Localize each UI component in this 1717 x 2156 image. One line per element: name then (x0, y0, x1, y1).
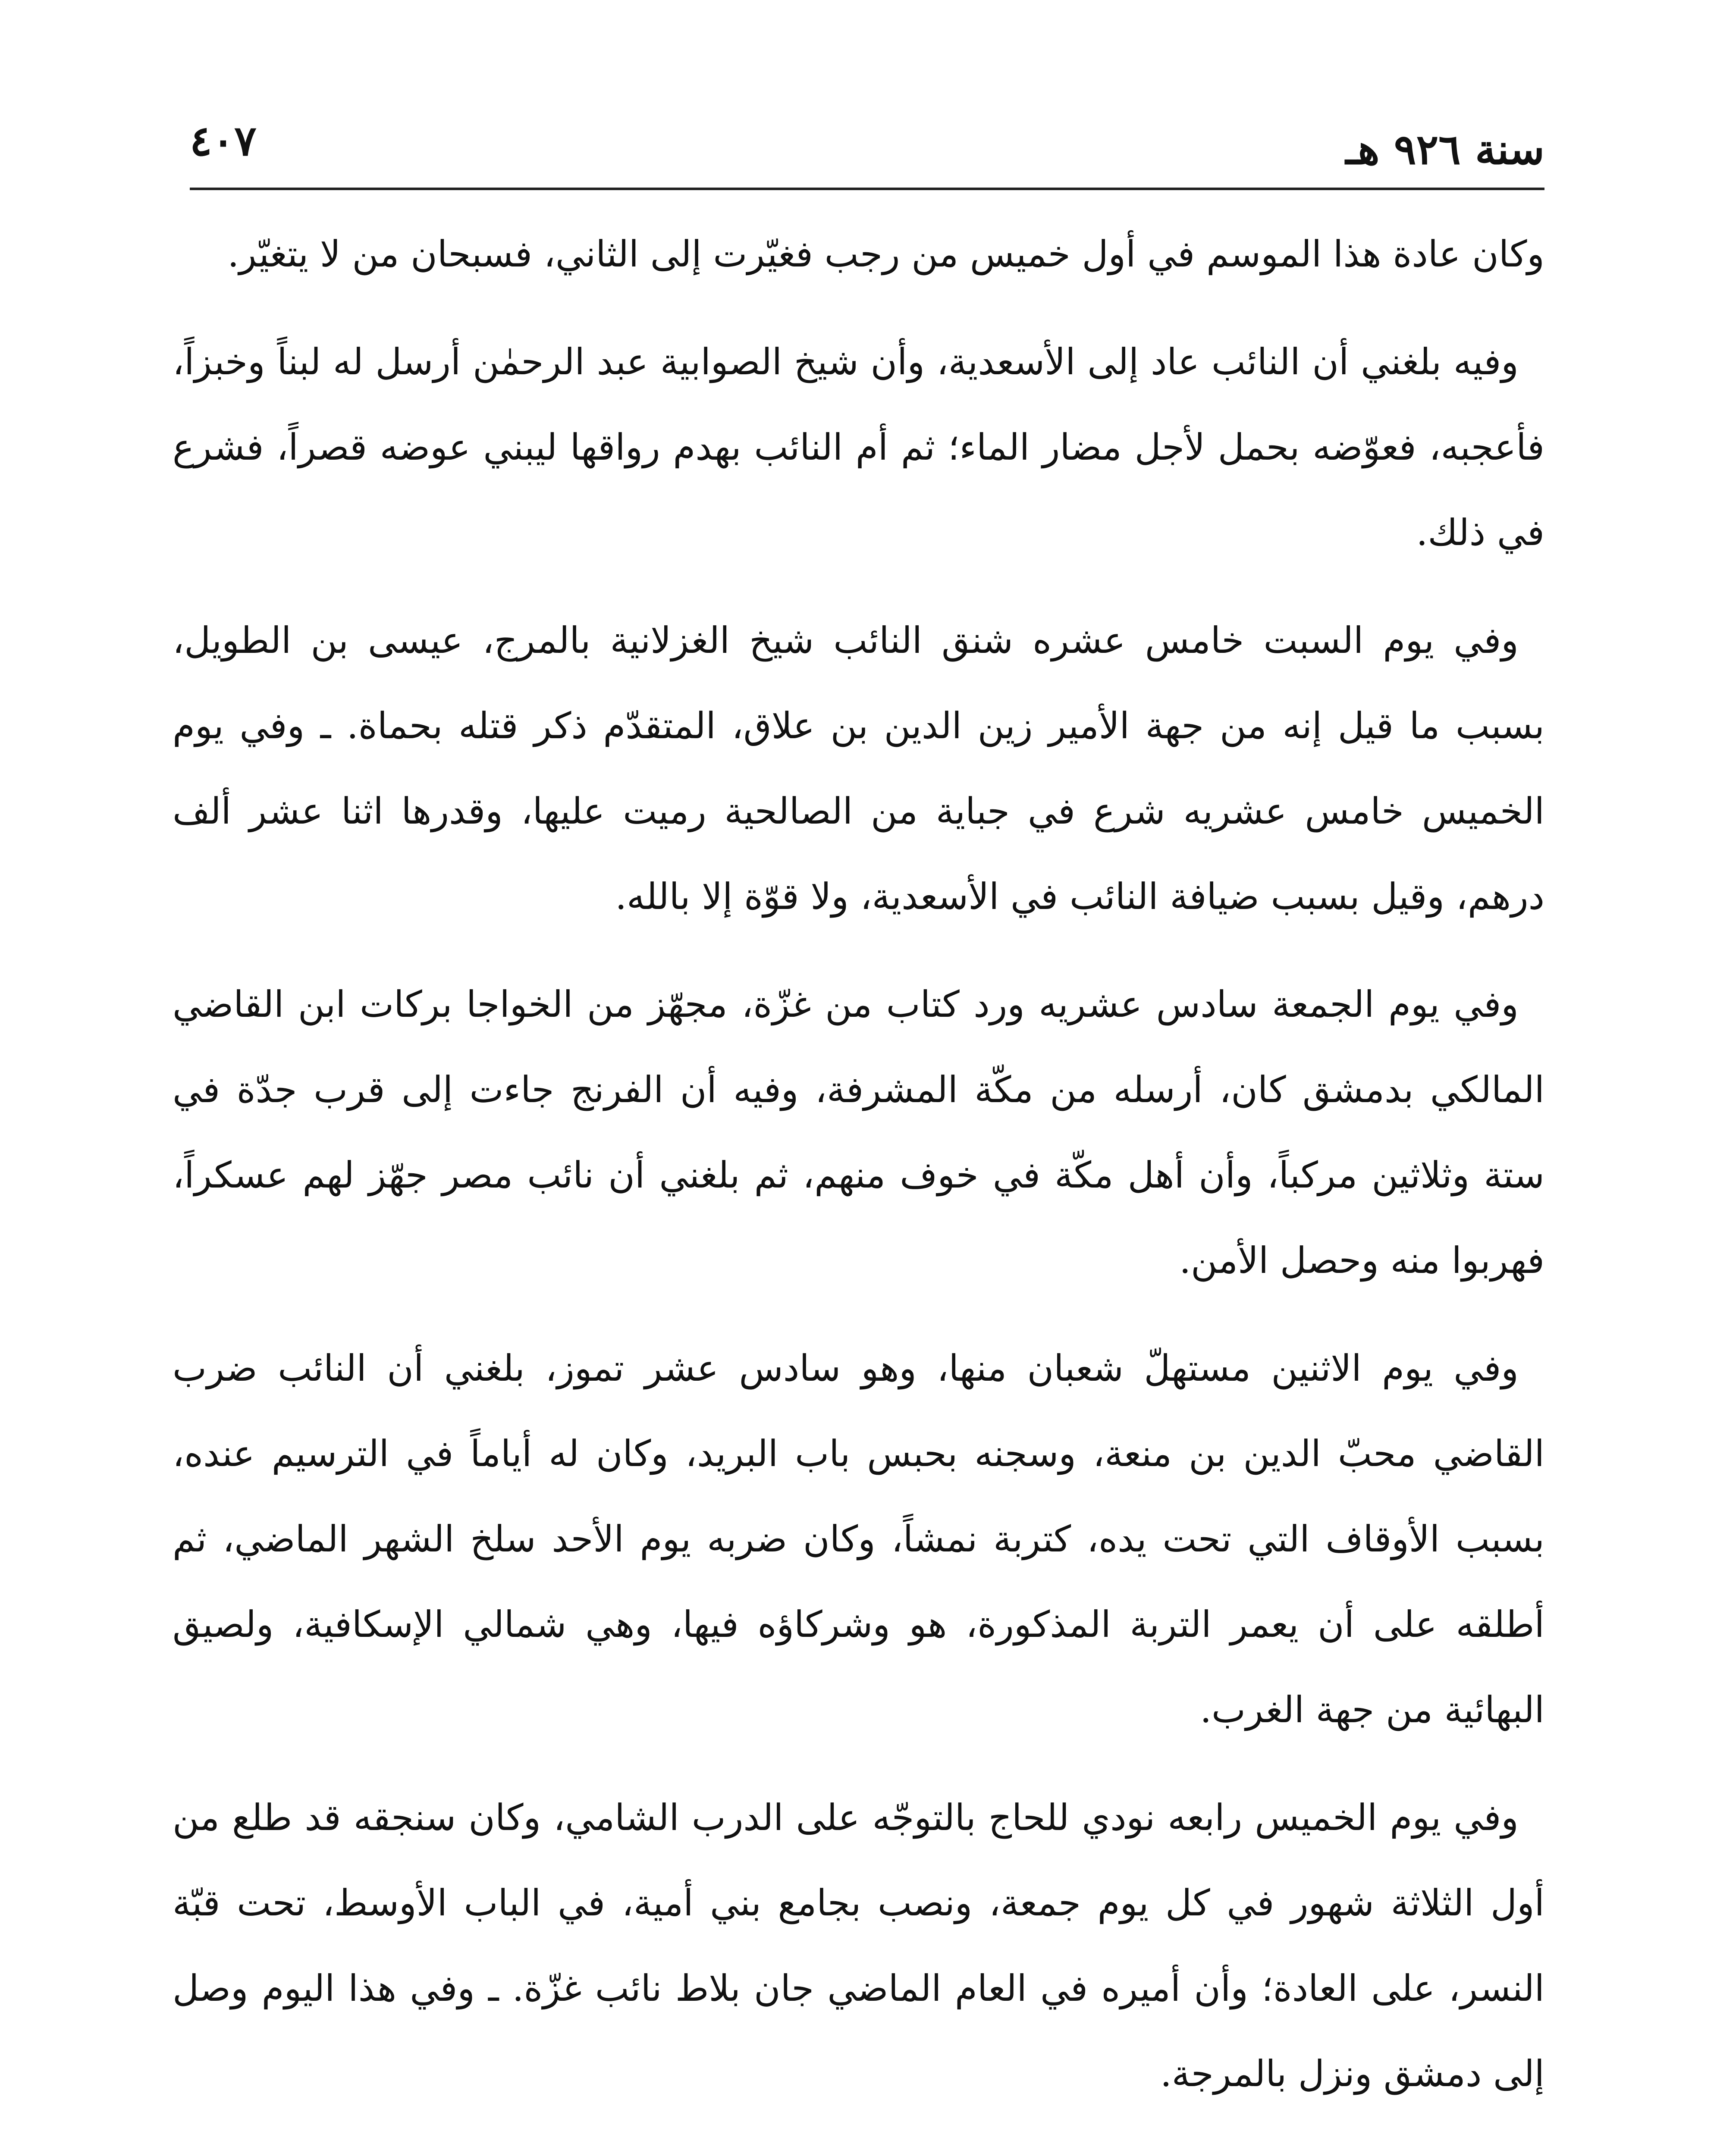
body-text (173, 211, 1544, 2156)
running-head (190, 116, 1544, 185)
page-number: ٤٠٧ (190, 116, 257, 165)
paragraph: وفي يوم الاثنين مستهلّ شعبان منها، وهو سادس عشر تموز، بلغني أن النائب ضرب القاضي محبّ الدين بن منعة، وسجنه بحبس باب البريد، وكان له أياماً في الترسيم عنده، بسبب الأوقاف التي تحت يده، كتربة نمشاً، وكان ضربه يوم الأحد سلخ الشهر الماضي، ثم أطلقه على أن يعمر التربة المذكورة، هو وشركاؤه فيها، وهي شمالي الإسكافية، ولصيق البهائية من جهة الغرب. (173, 1347, 1544, 1731)
paragraph: وفي يوم السبت خامس عشره شنق النائب شيخ الغزلانية بالمرج، عيسى بن الطويل، بسبب ما قيل إنه من جهة الأمير زين الدين بن علاق، المتقدّم ذكر قتله بحماة. ـ وفي يوم الخميس خامس عشريه شرع في جباية من الصالحية رميت عليها، وقدرها اثنا عشر ألف درهم، وقيل بسبب ضيافة النائب في الأسعدية، ولا قوّة إلا بالله. (173, 619, 1544, 918)
paragraph: وكان عادة هذا الموسم في أول خميس من رجب فغيّرت إلى الثاني، فسبحان من لا يتغيّر. (227, 233, 1544, 275)
paragraph: وفي يوم الخميس رابعه نودي للحاج بالتوجّه على الدرب الشامي، وكان سنجقه قد طلع من أول الثلاثة شهور في كل يوم جمعة، ونصب بجامع بني أمية، في الباب الأوسط، تحت قبّة النسر، على العادة؛ وأن أميره في العام الماضي جان بلاط نائب غزّة. ـ وفي هذا اليوم وصل إلى دمشق ونزل بالمرجة. (173, 1796, 1544, 2095)
paragraph: وفيه بلغني أن النائب عاد إلى الأسعدية، وأن شيخ الصوابية عبد الرحمٰن أرسل له لبناً وخبزاً، فأعجبه، فعوّضه بحمل لأجل مضار الماء؛ ثم أم النائب بهدم رواقها ليبني عوضه قصراً، فشرع في ذلك. (173, 341, 1544, 554)
paragraph (173, 2139, 1544, 2156)
paragraph: وفي يوم الجمعة سادس عشريه ورد كتاب من غزّة، مجهّز من الخواجا بركات ابن القاضي المالكي بدمشق كان، أرسله من مكّة المشرفة، وفيه أن الفرنج جاءت إلى قرب جدّة في ستة وثلاثين مركباً، وأن أهل مكّة في خوف منهم، ثم بلغني أن نائب مصر جهّز لهم عسكراً، فهربوا منه وحصل الأمن. (173, 983, 1544, 1282)
header-rule (190, 188, 1544, 190)
running-head-year: سنة ٩٢٦ هـ (1345, 125, 1544, 174)
